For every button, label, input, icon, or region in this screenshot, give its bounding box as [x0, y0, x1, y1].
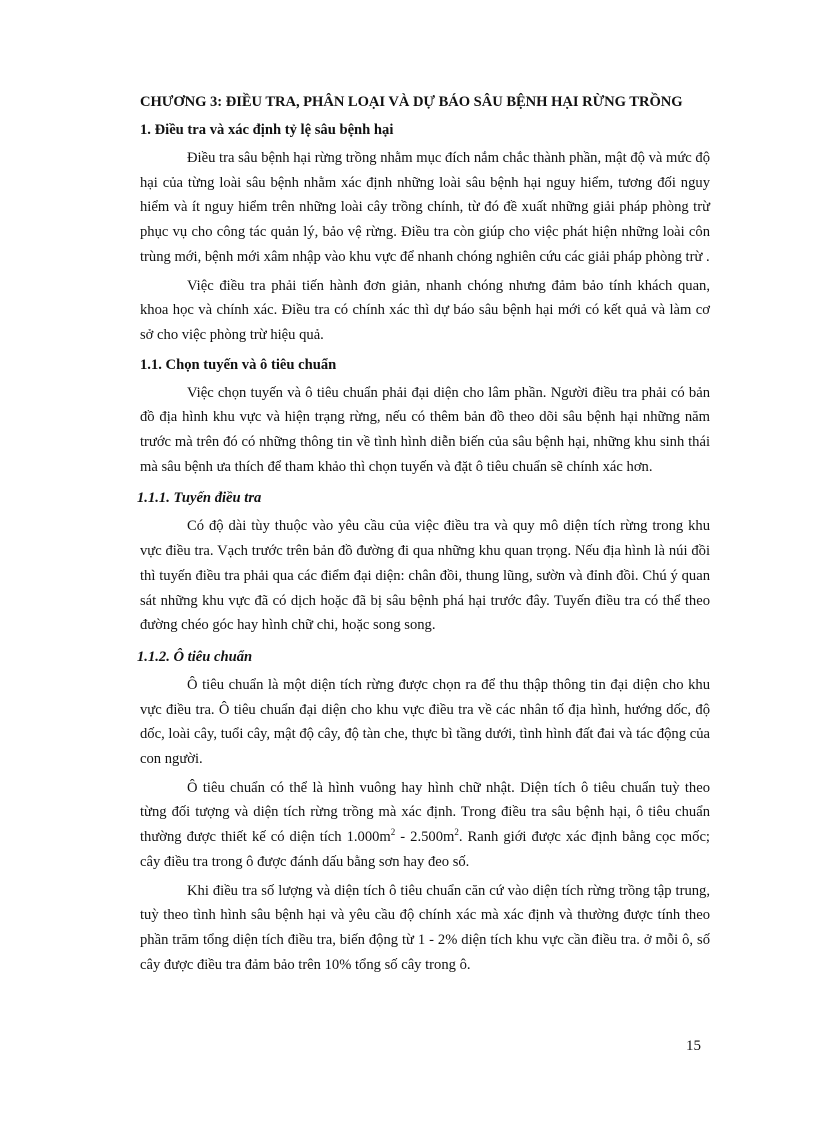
paragraph-plot-shape-area — [140, 776, 710, 875]
page-number: 15 — [686, 1038, 701, 1054]
section-heading-1-1-1: 1.1.1. Tuyến điều tra — [137, 490, 262, 507]
section-heading-1-1-2: 1.1.2. Ô tiêu chuẩn — [137, 648, 253, 665]
section-heading-1-1: 1.1. Chọn tuyến và ô tiêu chuẩn — [140, 356, 337, 373]
plot-area-text-a: Ô tiêu chuẩn có thể là hình vuông hay hình chữ nhật. Diện tích ô tiêu chuẩn tuỳ theo từng đối tượng và diện tích rừng trồng mà xác định. Trong điều tra sâu bệnh hại, ô tiêu chuẩn thường được thiết kế có diện tích 1.000m — [140, 779, 710, 846]
plot-area-text-b: - 2.500m — [395, 829, 455, 846]
superscript-squared: 2 — [390, 827, 396, 838]
plot-area-text-c: . Ranh giới được xác định bằng cọc mốc; cây điều tra trong ô được đánh dấu bằng sơn hay đeo số. — [140, 829, 710, 870]
section-heading-1: 1. Điều tra và xác định tỷ lệ sâu bệnh hại — [140, 122, 394, 138]
paragraph-survey-requirements: Việc điều tra phải tiến hành đơn giản, nhanh chóng nhưng đảm bảo tính khách quan, khoa học và chính xác. Điều tra có chính xác thì dự báo sâu bệnh hại mới có kết quả và làm cơ sở cho việc phòng trừ hiệu quả. — [140, 277, 710, 343]
paragraph-survey-route: Có độ dài tùy thuộc vào yêu cầu của việc điều tra và quy mô diện tích rừng trong khu vực điều tra. Vạch trước trên bản đồ đường đi qua những khu quan trọng. Nếu địa hình là núi đồi thì tuyến điều tra phải qua các điểm đại diện: chân đồi, thung lũng, sườn và đỉnh đồi. Chú ý quan sát những khu vực đã có dịch hoặc đã bị sâu bệnh phá hại trước đây. Tuyến điều tra có thể theo đường chéo góc hay hình chữ chi, hoặc song song. — [140, 518, 710, 634]
chapter-title: CHƯƠNG 3: ĐIỀU TRA, PHÂN LOẠI VÀ DỰ BÁO SÂU BỆNH HẠI RỪNG TRỒNG — [140, 94, 683, 110]
paragraph-plot-count: Khi điều tra số lượng và diện tích ô tiêu chuẩn căn cứ vào diện tích rừng trồng tập trung, tuỳ theo tình hình sâu bệnh hại và yêu cầu độ chính xác mà xác định và thường được tính theo phần trăm tổng diện tích điều tra, biến động từ 1 - 2% diện tích khu vực cần điều tra. ở mỗi ô, số cây được điều tra đảm bảo trên 10% tổng số cây trong ô. — [140, 882, 710, 973]
paragraph-plot-definition: Ô tiêu chuẩn là một diện tích rừng được chọn ra để thu thập thông tin đại diện cho khu vực điều tra. Ô tiêu chuẩn đại diện cho khu vực điều tra về các nhân tố địa hình, hướng dốc, độ dốc, loài cây, tuổi cây, mật độ cây, độ tàn che, thực bì tầng dưới, tình hình đất đai và tác động của con người. — [140, 676, 710, 768]
paragraph-route-plot-selection: Việc chọn tuyến và ô tiêu chuẩn phải đại diện cho lâm phần. Người điều tra phải có bản đồ địa hình khu vực và hiện trạng rừng, nếu có thêm bản đồ theo dõi sâu bệnh hại những năm trước mà trên đó có những thông tin về tình hình diễn biến của sâu bệnh hại, những khu sinh thái mà sâu bệnh ưa thích để tham khảo thì chọn tuyến và đặt ô tiêu chuẩn sẽ chính xác hơn. — [140, 384, 710, 475]
superscript-squared: 2 — [454, 827, 459, 838]
paragraph-survey-purpose: Điều tra sâu bệnh hại rừng trồng nhằm mục đích nắm chắc thành phần, mật độ và mức độ hại của từng loài sâu bệnh nhằm xác định những loài sâu bệnh hại nguy hiểm, tương đối nguy hiểm và ít nguy hiểm trên những loài cây trồng chính, từ đó đề xuất những giải pháp phòng trừ phục vụ cho công tác quản lý, bảo vệ rừng. Điều tra còn giúp cho việc phát hiện những loài côn trùng mới, bệnh mới xâm nhập vào khu vực để nhanh chóng nghiên cứu các giải pháp phòng trừ . — [140, 150, 710, 265]
page-content — [137, 91, 710, 981]
